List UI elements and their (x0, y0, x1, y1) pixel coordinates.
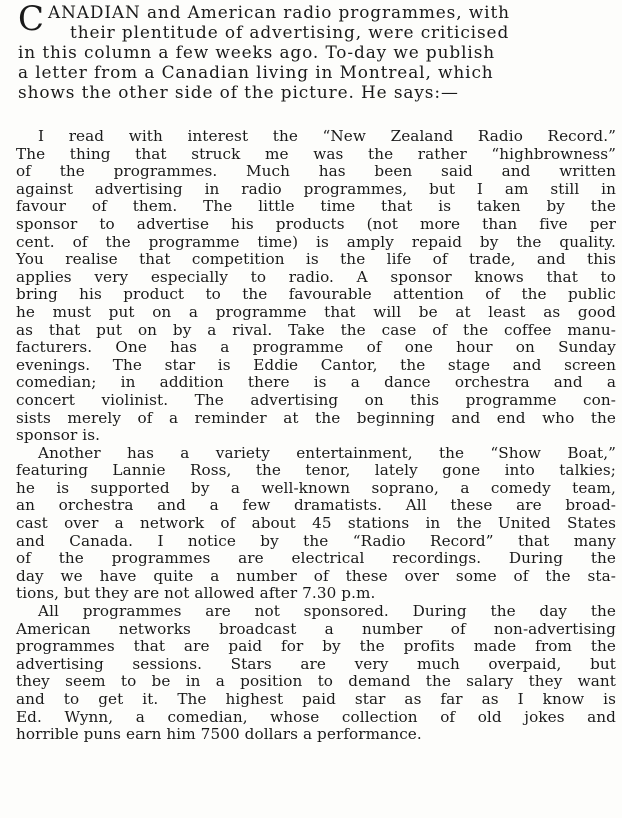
letter-body (16, 128, 616, 744)
text-line: concert violinist. The advertising on this programme con- (16, 390, 616, 409)
text-line: and to get it. The highest paid star as far as I know is (16, 690, 616, 708)
text-line: programmes that are paid for by the profits made from the (16, 637, 616, 656)
text-line: I read with interest the “New Zealand Radio Record.” (38, 127, 616, 145)
text-line: they seem to be in a position to demand the salary they want (16, 672, 616, 691)
text-line: cent. of the programme time) is amply repaid by the quality. (16, 232, 616, 251)
text-line: horrible puns earn him 7500 dollars a performance. (16, 725, 422, 744)
letter-paragraph-3 (16, 603, 616, 744)
text-line: sponsor is. (16, 426, 101, 445)
text-line: as that put on by a rival. Take the case of the coffee manu- (16, 320, 616, 339)
intro-paragraph (18, 2, 616, 102)
intro-line: their plentitude of advertising, were criticised (70, 22, 510, 42)
text-line: cast over a network of about 45 stations in the United States (16, 514, 616, 533)
text-line: facturers. One has a programme of one hour on Sunday (16, 338, 616, 357)
text-line: You realise that competition is the life of trade, and this (16, 250, 616, 269)
text-line: day we have quite a number of these over some of the sta- (16, 566, 616, 585)
intro-line: ANADIAN and American radio programmes, with (48, 2, 510, 22)
intro-line: a letter from a Canadian living in Montreal, which (18, 62, 494, 82)
text-line: he is supported by a well-known soprano, a comedy team, (16, 478, 616, 497)
letter-paragraph-2 (16, 445, 616, 603)
text-line: evenings. The star is Eddie Cantor, the stage and screen (16, 355, 616, 374)
text-line: and Canada. I notice by the “Radio Record” that many (16, 531, 616, 550)
text-line: an orchestra and a few dramatists. All these are broad- (16, 496, 616, 515)
text-line: featuring Lannie Ross, the tenor, lately gone into talkies; (16, 461, 616, 480)
text-line: sponsor to advertise his products (not more than five per (16, 214, 616, 233)
text-line: advertising sessions. Stars are very much overpaid, but (16, 654, 616, 673)
text-line: comedian; in addition there is a dance orchestra and a (16, 373, 616, 392)
text-line: Ed. Wynn, a comedian, whose collection of old jokes and (16, 707, 616, 726)
text-line: against advertising in radio programmes, but I am still in (16, 179, 616, 198)
text-line: of the programmes. Much has been said and written (16, 162, 616, 181)
text-line: All programmes are not sponsored. During the day the (38, 602, 616, 621)
text-line: American networks broadcast a number of non-advertising (16, 619, 616, 638)
text-line: tions, but they are not allowed after 7.30 p.m. (16, 584, 376, 603)
text-line: bring his product to the favourable attention of the public (16, 285, 616, 304)
text-line: sists merely of a reminder at the beginning and end who the (16, 408, 616, 427)
drop-cap: C (18, 0, 45, 39)
text-line: favour of them. The little time that is taken by the (16, 197, 616, 216)
text-line: he must put on a programme that will be at least as good (16, 302, 616, 321)
text-line: applies very especially to radio. A sponsor knows that to (16, 267, 616, 286)
text-line: The thing that struck me was the rather “highbrowness” (16, 144, 616, 163)
text-line: Another has a variety entertainment, the “Show Boat,” (38, 443, 616, 462)
letter-paragraph-1 (16, 128, 616, 445)
intro-line: shows the other side of the picture. He says:— (18, 82, 459, 102)
intro-line: in this column a few weeks ago. To-day we publish (18, 42, 496, 62)
text-line: of the programmes are electrical recordings. During the (16, 549, 616, 568)
